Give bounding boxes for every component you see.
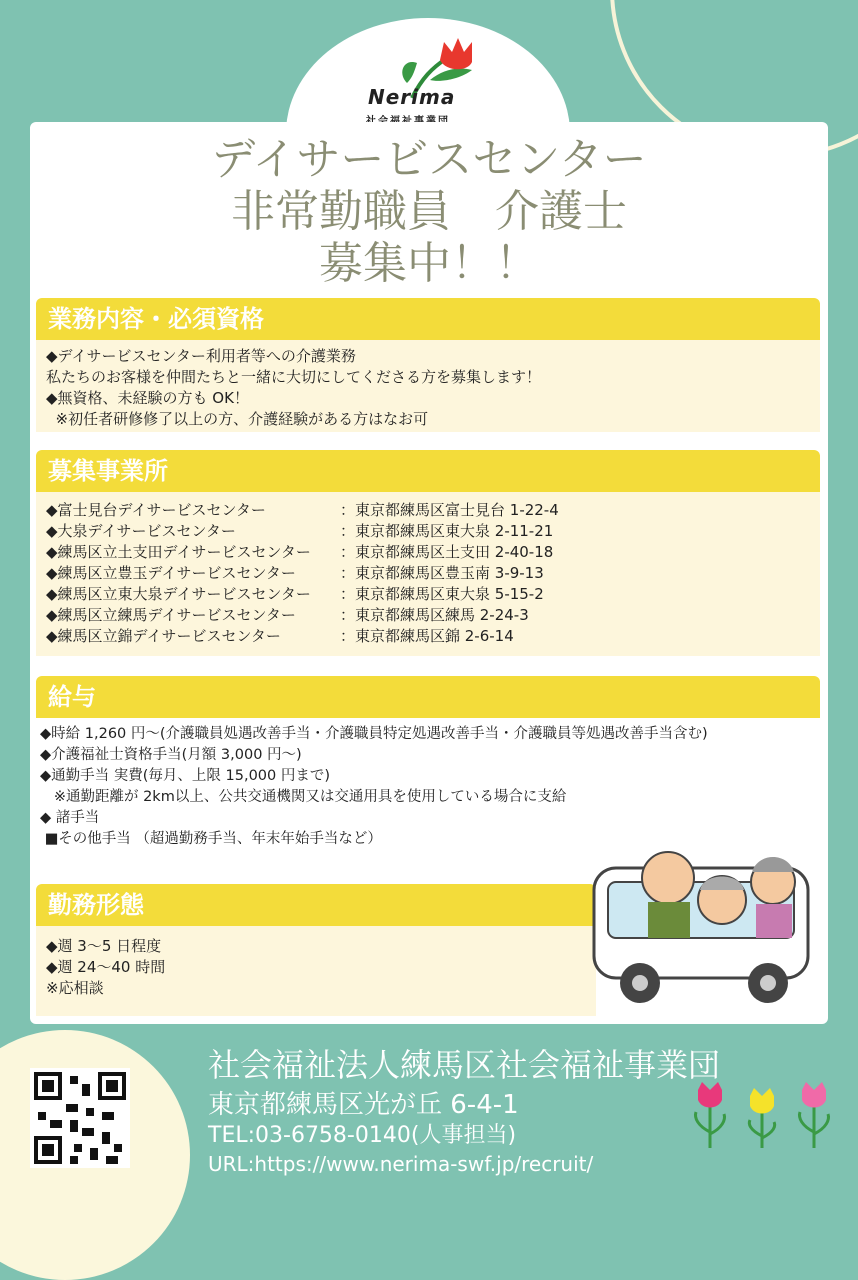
- footer-phone: TEL:03-6758-0140(人事担当): [208, 1123, 517, 1148]
- page-title-line-2: 非常勤職員 介護士: [231, 186, 627, 237]
- salary-line: ■その他手当 （超過勤務手当、年末年始手当など）: [40, 831, 382, 847]
- location-address: ：東京都練馬区東大泉 5-15-2: [340, 585, 544, 603]
- locations-heading: 募集事業所: [36, 450, 820, 492]
- duties-body: [36, 340, 820, 432]
- salary-line: ◆介護福祉士資格手当(月額 3,000 円～): [40, 747, 302, 763]
- location-address: ：東京都練馬区土支田 2-40-18: [340, 543, 554, 561]
- schedule-heading: 勤務形態: [36, 884, 596, 926]
- location-item: [46, 521, 810, 542]
- footer-url[interactable]: URL:https://www.nerima-swf.jp/recruit/: [208, 1152, 594, 1176]
- page-title-line-1: デイサービスセンター: [211, 134, 647, 185]
- location-address: ：東京都練馬区錦 2-6-14: [340, 627, 514, 645]
- location-name: ◆練馬区立豊玉デイサービスセンター: [46, 564, 296, 582]
- duties-line: ◆デイサービスセンター利用者等への介護業務: [46, 347, 356, 365]
- tulips-icon: [688, 1082, 838, 1152]
- salary-heading: 給与: [36, 676, 820, 718]
- location-item: [46, 500, 810, 521]
- duties-heading: 業務内容・必須資格: [36, 298, 820, 340]
- location-item: [46, 563, 810, 584]
- footer-address: 東京都練馬区光が丘 6-4-1: [208, 1090, 519, 1120]
- location-address: ：東京都練馬区東大泉 2-11-21: [340, 522, 554, 540]
- location-address: ：東京都練馬区練馬 2-24-3: [340, 606, 529, 624]
- logo-name: Nerima: [368, 85, 456, 109]
- footer-organization: 社会福祉法人練馬区社会福祉事業団: [208, 1046, 721, 1084]
- locations-body: [36, 492, 820, 656]
- duties-line: ※初任者研修修了以上の方、介護経験がある方はなお可: [46, 410, 429, 428]
- salary-line: ※通勤距離が 2km以上、公共交通機関又は交通用具を使用している場合に支給: [40, 789, 567, 805]
- location-item: [46, 584, 810, 605]
- duties-line: ◆無資格、未経験の方も OK！: [46, 389, 249, 407]
- location-name: ◆練馬区立土支田デイサービスセンター: [46, 543, 311, 561]
- location-address: ：東京都練馬区豊玉南 3-9-13: [340, 564, 544, 582]
- schedule-line: ※応相談: [46, 979, 104, 997]
- schedule-body: [36, 926, 596, 1016]
- salary-line: ◆通勤手当 実費(毎月、上限 15,000 円まで): [40, 768, 331, 784]
- location-name: ◆大泉デイサービスセンター: [46, 522, 236, 540]
- location-name: ◆練馬区立練馬デイサービスセンター: [46, 606, 296, 624]
- location-address: ：東京都練馬区富士見台 1-22-4: [340, 501, 559, 519]
- location-name: ◆富士見台デイサービスセンター: [46, 501, 266, 519]
- schedule-line: ◆週 3～5 日程度: [46, 937, 162, 955]
- duties-line: 私たちのお客様を仲間たちと一緒に大切にしてくださる方を募集します！: [46, 368, 542, 386]
- location-item: [46, 605, 810, 626]
- location-name: ◆練馬区立錦デイサービスセンター: [46, 627, 281, 645]
- location-name: ◆練馬区立東大泉デイサービスセンター: [46, 585, 311, 603]
- bus-with-elderly-illustration: [588, 838, 814, 1006]
- salary-line: ◆ 諸手当: [40, 810, 100, 826]
- schedule-line: ◆週 24～40 時間: [46, 958, 166, 976]
- page-title-line-3: 募集中！！: [319, 238, 539, 289]
- qr-code-icon[interactable]: [30, 1068, 130, 1168]
- location-item: [46, 542, 810, 563]
- location-item: [46, 626, 810, 647]
- salary-line: ◆時給 1,260 円～(介護職員処遇改善手当・介護職員特定処遇改善手当・介護職員等処遇改善手当含む): [40, 726, 708, 742]
